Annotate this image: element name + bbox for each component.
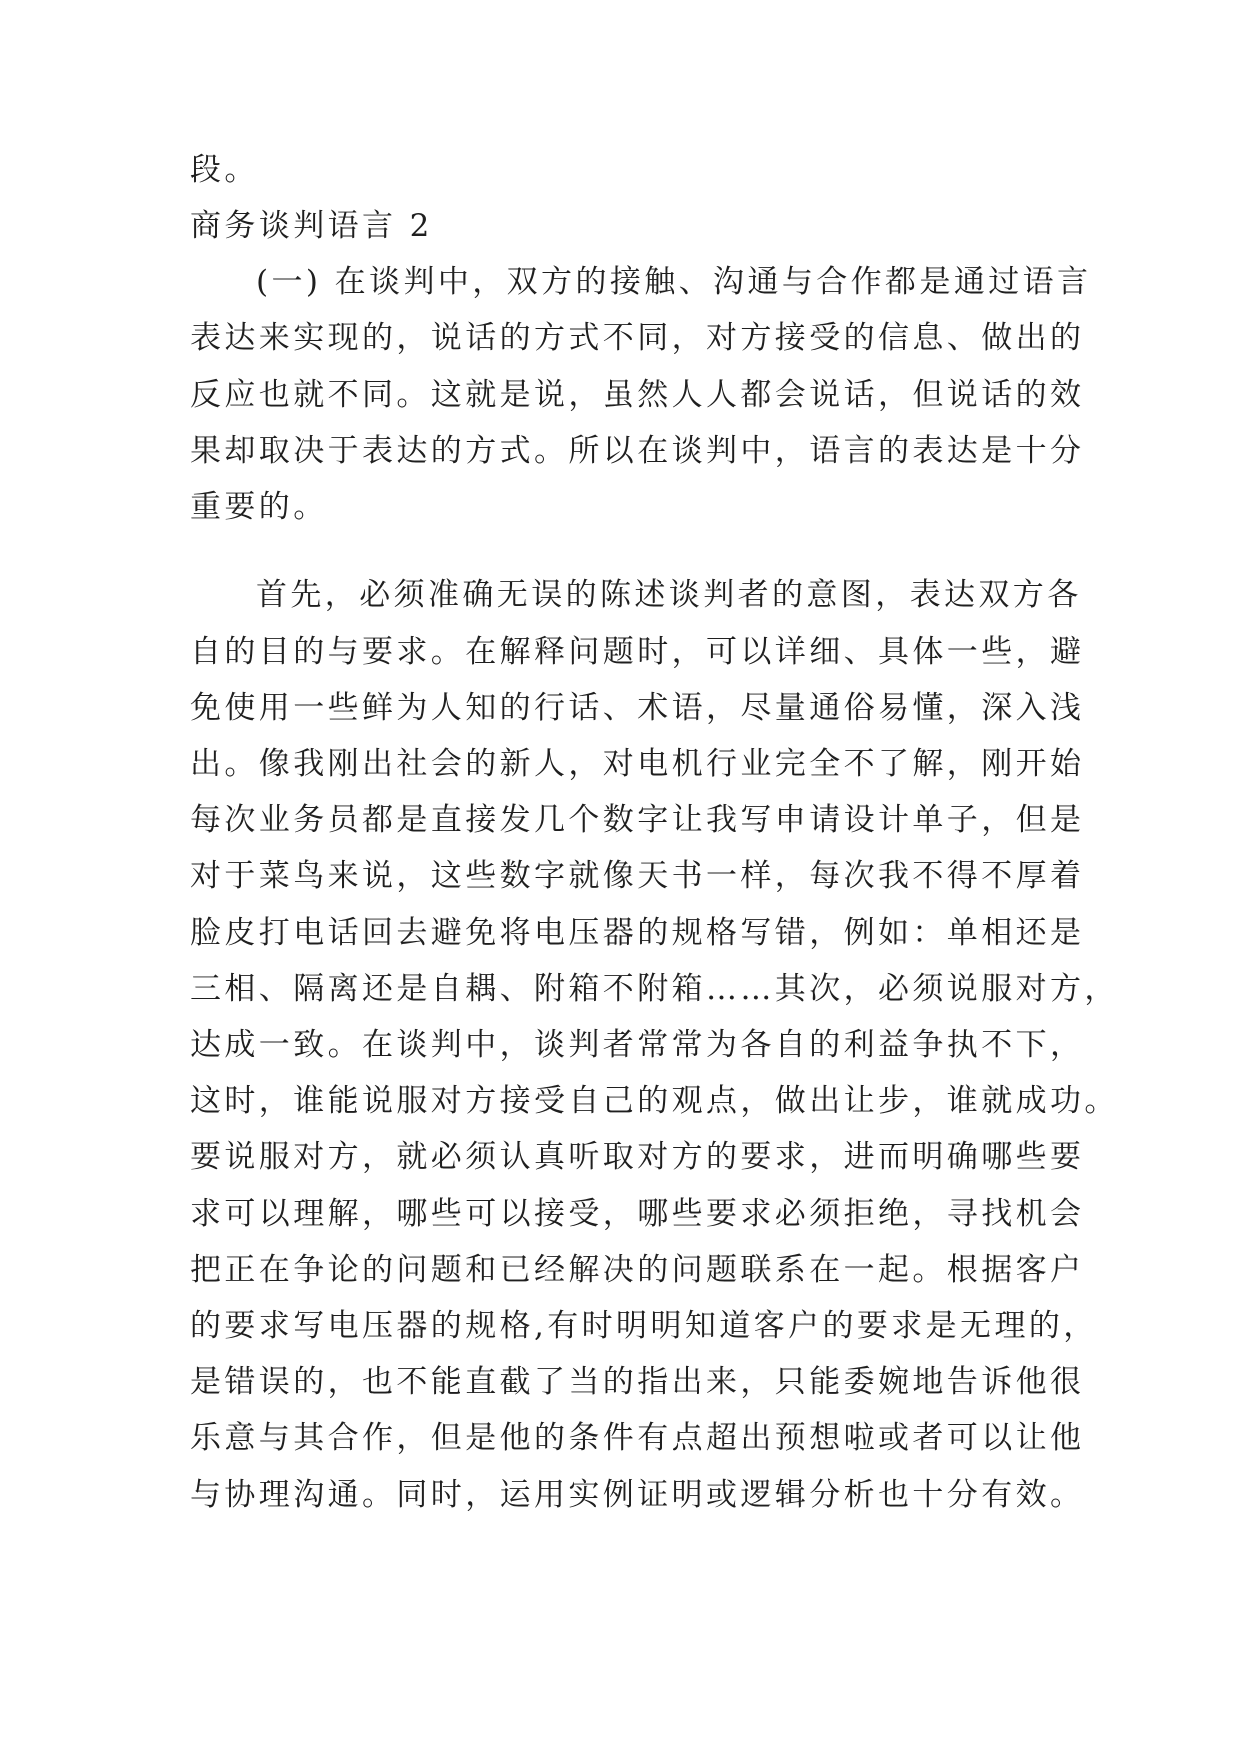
text-line: 免使用一些鲜为人知的行话、术语，尽量通俗易懂，深入浅	[190, 690, 1085, 726]
text-line: 果却取决于表达的方式。所以在谈判中，语言的表达是十分	[190, 433, 1085, 469]
text-line: 每次业务员都是直接发几个数字让我写申请设计单子，但是	[190, 802, 1085, 838]
text-line: 这时，谁能说服对方接受自己的观点，做出让步，谁就成功。	[190, 1083, 1119, 1119]
text-line: (一) 在谈判中，双方的接触、沟通与合作都是通过语言	[256, 264, 1092, 300]
text-line: 首先，必须准确无误的陈述谈判者的意图，表达双方各	[256, 577, 1082, 613]
text-line: 的要求写电压器的规格,有时明明知道客户的要求是无理的，	[190, 1308, 1098, 1344]
text-line: 把正在争论的问题和已经解决的问题联系在一起。根据客户	[190, 1252, 1085, 1288]
text-line: 是错误的，也不能直截了当的指出来，只能委婉地告诉他很	[190, 1364, 1085, 1400]
section-heading: 商务谈判语言 2	[190, 208, 433, 244]
text-line: 段。	[190, 152, 259, 188]
text-line: 脸皮打电话回去避免将电压器的规格写错，例如：单相还是	[190, 915, 1085, 951]
text-line: 求可以理解，哪些可以接受，哪些要求必须拒绝，寻找机会	[190, 1196, 1085, 1232]
text-line: 乐意与其合作，但是他的条件有点超出预想啦或者可以让他	[190, 1420, 1085, 1456]
text-line: 达成一致。在谈判中，谈判者常常为各自的利益争执不下，	[190, 1027, 1085, 1063]
text-line: 三相、隔离还是自耦、附箱不附箱……其次，必须说服对方，	[190, 971, 1119, 1007]
text-line: 要说服对方，就必须认真听取对方的要求，进而明确哪些要	[190, 1139, 1085, 1175]
text-line: 自的目的与要求。在解释问题时，可以详细、具体一些，避	[190, 634, 1085, 670]
text-line: 重要的。	[190, 489, 328, 525]
text-line: 反应也就不同。这就是说，虽然人人都会说话，但说话的效	[190, 377, 1085, 413]
text-line: 表达来实现的，说话的方式不同，对方接受的信息、做出的	[190, 320, 1085, 356]
text-line: 对于菜鸟来说，这些数字就像天书一样，每次我不得不厚着	[190, 858, 1085, 894]
text-line: 出。像我刚出社会的新人，对电机行业完全不了解，刚开始	[190, 746, 1085, 782]
text-line: 与协理沟通。同时，运用实例证明或逻辑分析也十分有效。	[190, 1477, 1085, 1513]
